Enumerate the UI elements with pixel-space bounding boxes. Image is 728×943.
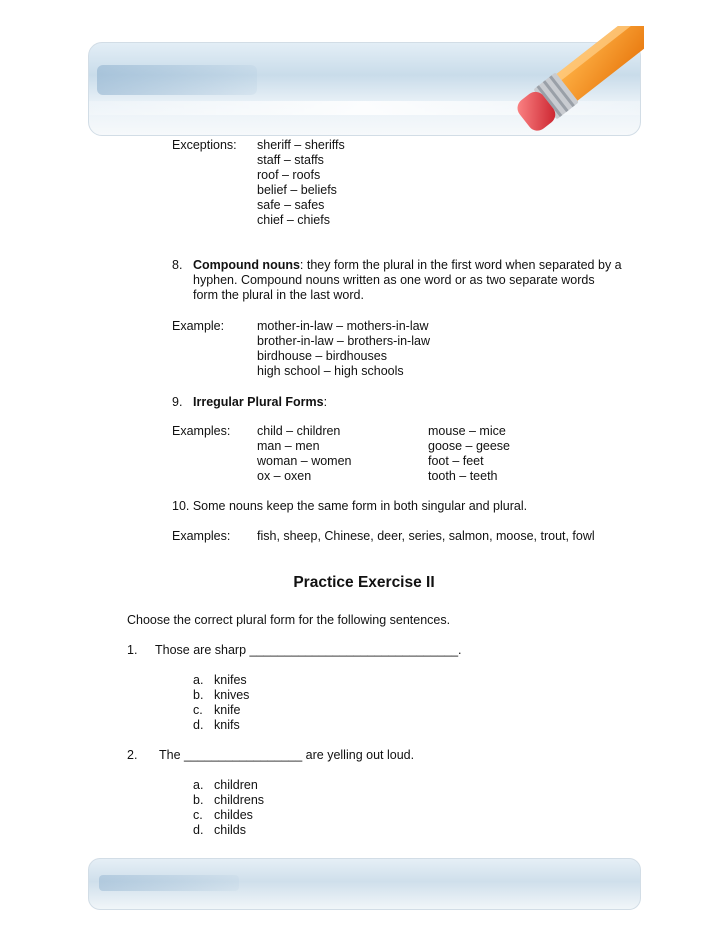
item9-example-col1: woman – women <box>257 454 352 468</box>
option-text: childes <box>214 808 253 822</box>
item9-example-col2: goose – geese <box>428 439 511 453</box>
item9-examples-label: Examples: <box>172 424 231 438</box>
item8-line1 <box>193 258 622 273</box>
practice-instruction: Choose the correct plural form for the following sentences. <box>127 613 451 627</box>
option-letter: c. <box>193 703 203 717</box>
question-number: 2. <box>127 748 138 762</box>
item9-example-col2: foot – feet <box>428 454 484 468</box>
item8-example-label: Example: <box>172 319 225 333</box>
item10-text: 10. Some nouns keep the same form in both singular and plural. <box>172 499 528 513</box>
item9-example-col1: ox – oxen <box>257 469 312 483</box>
exceptions-label: Exceptions: <box>172 138 237 152</box>
footer-banner <box>88 858 641 910</box>
option-text: childs <box>214 823 246 837</box>
item9-suffix: : <box>323 395 328 409</box>
exception-item: chief – chiefs <box>257 213 330 227</box>
question-text: The _________________ are yelling out loud. <box>159 748 415 762</box>
item8-term: Compound nouns <box>193 258 300 272</box>
option-letter: b. <box>193 793 204 807</box>
pencil-icon <box>516 26 644 136</box>
item9-heading <box>193 395 327 410</box>
option-text: knives <box>214 688 250 702</box>
item8-line3: form the plural in the last word. <box>193 288 364 302</box>
item9-term: Irregular Plural Forms <box>193 395 324 409</box>
exception-item: sheriff – sheriffs <box>257 138 345 152</box>
question-number: 1. <box>127 643 138 657</box>
option-text: knifs <box>214 718 240 732</box>
item8-line1-rest: : they form the plural in the first word when separated by a <box>299 258 622 272</box>
exception-item: staff – staffs <box>257 153 324 167</box>
exception-item: safe – safes <box>257 198 325 212</box>
item9-example-col1: child – children <box>257 424 341 438</box>
option-letter: b. <box>193 688 204 702</box>
item8-example: mother-in-law – mothers-in-law <box>257 319 429 333</box>
option-letter: d. <box>193 718 204 732</box>
option-letter: c. <box>193 808 203 822</box>
item8-number: 8. <box>172 258 183 272</box>
question-text: Those are sharp ______________________________. <box>155 643 462 657</box>
banner-ghost-title <box>97 65 257 95</box>
option-letter: a. <box>193 778 204 792</box>
option-text: knifes <box>214 673 247 687</box>
exception-item: roof – roofs <box>257 168 321 182</box>
item9-number: 9. <box>172 395 183 409</box>
item10-examples-label: Examples: <box>172 529 231 543</box>
item8-line2: hyphen. Compound nouns written as one word or as two separate words <box>193 273 595 287</box>
option-text: knife <box>214 703 241 717</box>
option-text: children <box>214 778 258 792</box>
item9-example-col2: tooth – teeth <box>428 469 498 483</box>
exception-item: belief – beliefs <box>257 183 337 197</box>
practice-title: Practice Exercise II <box>293 574 435 591</box>
item8-example: high school – high schools <box>257 364 404 378</box>
item8-example: birdhouse – birdhouses <box>257 349 387 363</box>
item9-example-col2: mouse – mice <box>428 424 506 438</box>
item8-example: brother-in-law – brothers-in-law <box>257 334 430 348</box>
option-text: childrens <box>214 793 265 807</box>
item10-examples: fish, sheep, Chinese, deer, series, salmon, moose, trout, fowl <box>257 529 595 543</box>
option-letter: d. <box>193 823 204 837</box>
option-letter: a. <box>193 673 204 687</box>
item9-example-col1: man – men <box>257 439 320 453</box>
footer-ghost-text <box>99 875 239 891</box>
